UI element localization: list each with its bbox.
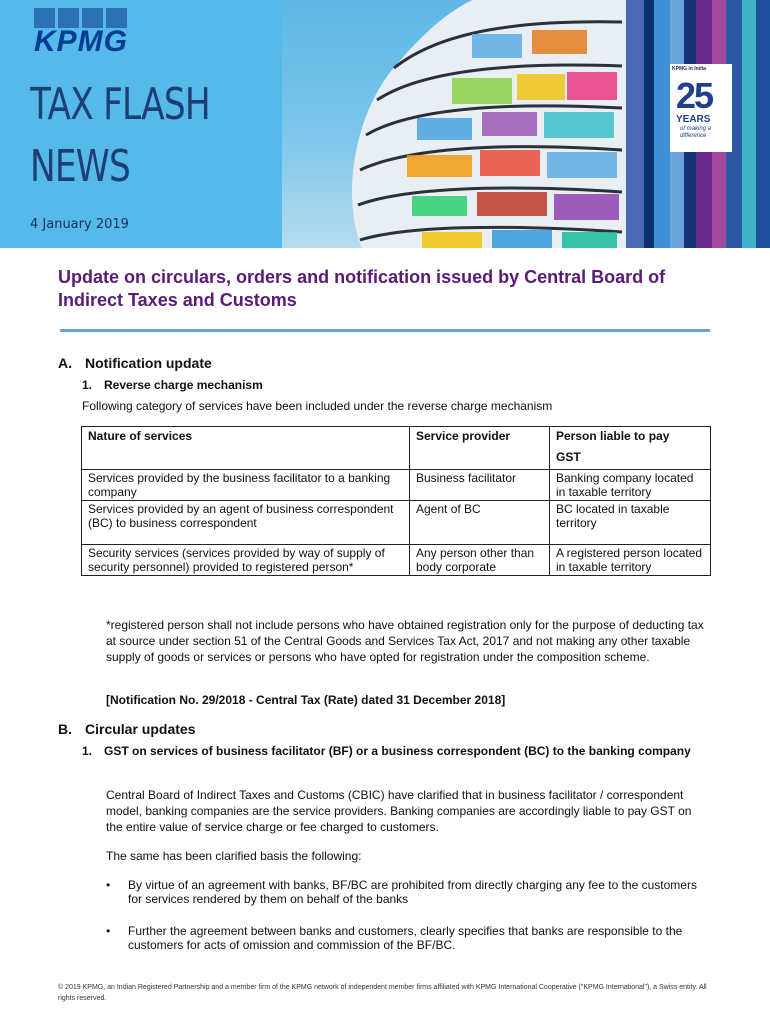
bullet-list — [106, 878, 711, 970]
section-b-subheading — [82, 744, 702, 759]
list-item — [106, 878, 711, 906]
list-item — [106, 924, 711, 952]
table-header-liable-line1: Person liable to pay — [556, 429, 670, 443]
article-title: Update on circulars, orders and notification issued by Central Board of Indirect Taxes and Customs — [58, 267, 666, 310]
table-row — [82, 545, 711, 576]
badge-number: 25 — [676, 75, 713, 116]
logo-text: KPMG — [34, 25, 128, 58]
publication-title-line1: TAX FLASH — [30, 79, 210, 130]
badge-subtitle — [680, 126, 711, 140]
bullet-icon: • — [106, 878, 111, 892]
section-a-sub-label: Reverse charge mechanism — [104, 378, 263, 392]
list-item-text: Further the agreement between banks and customers, clearly specifies that banks are responsible to the customers for acts of omission and commission of the BF/BC. — [128, 924, 683, 952]
table-cell: A registered person located in taxable territory — [550, 545, 711, 576]
reverse-charge-table — [81, 426, 711, 576]
table-cell: Agent of BC — [410, 501, 550, 545]
table-cell: Services provided by an agent of business correspondent (BC) to business correspondent — [82, 501, 410, 545]
table-header-nature: Nature of services — [82, 427, 410, 470]
section-a-sub-number: 1. — [82, 378, 93, 392]
issue-date: 4 January 2019 — [30, 217, 129, 232]
bullet-icon: • — [106, 924, 111, 938]
section-a-intro: Following category of services have been included under the reverse charge mechanism — [82, 399, 553, 413]
section-b-paragraph-2: The same has been clarified basis the following: — [106, 849, 362, 863]
table-cell: Any person other than body corporate — [410, 545, 550, 576]
footnote: *registered person shall not include persons who have obtained registration only for the purpose of deducting tax at source under section 51 of the Central Goods and Services Tax Act, 2017 and not making any other taxable supply of goods or services or persons who have opted for registration under the composition scheme. — [106, 618, 704, 664]
section-a-heading — [58, 355, 212, 371]
building-illustration — [322, 0, 666, 248]
title-divider — [60, 329, 710, 332]
table-row — [82, 470, 711, 501]
section-a-label: Notification update — [85, 355, 212, 371]
section-b-paragraph-1: Central Board of Indirect Taxes and Customs (CBIC) have clarified that in business facilitator / correspondent model, banking companies are the service providers. Banking companies are accordingly liable to pay GST on the entire value of service charge or fee charged to customers. — [106, 788, 692, 834]
table-cell: Banking company located in taxable territory — [550, 470, 711, 501]
table-header-row — [82, 427, 711, 470]
publication-title-line2: NEWS — [30, 141, 130, 192]
list-item-text: By virtue of an agreement with banks, BF/BC are prohibited from directly charging any fee to the customers for services rendered by them on behalf of the banks — [128, 878, 697, 906]
section-b-sub-label: GST on services of business facilitator (BF) or a business correspondent (BC) to the banking company — [104, 744, 691, 758]
badge-subtitle-line2: difference — [680, 133, 707, 139]
table-cell: Security services (services provided by way of supply of security personnel) provided to registered person* — [82, 545, 410, 576]
notification-reference: [Notification No. 29/2018 - Central Tax (Rate) dated 31 December 2018] — [106, 693, 506, 707]
publication-title — [30, 74, 210, 198]
section-a-subheading — [82, 378, 263, 392]
section-b-label: Circular updates — [85, 721, 196, 737]
badge-years: YEARS — [676, 114, 711, 125]
section-b-number: B. — [58, 721, 72, 737]
table-cell: Services provided by the business facilitator to a banking company — [82, 470, 410, 501]
section-b-heading — [58, 721, 195, 737]
kpmg-logo — [34, 8, 144, 58]
table-header-liable-line2: GST — [556, 450, 581, 464]
copyright-footer: © 2019 KPMG, an Indian Registered Partnership and a member firm of the KPMG network of independent member firms affiliated with KPMG International Cooperative ("KPMG International"), a Swiss entity. All rights reserved. — [58, 984, 707, 1002]
badge-top-text: KPMG in India — [672, 66, 706, 72]
table-cell: BC located in taxable territory — [550, 501, 711, 545]
badge-subtitle-line1: of making a — [680, 126, 712, 132]
table-header-liable — [550, 427, 711, 470]
section-a-number: A. — [58, 355, 72, 371]
header-banner — [0, 0, 770, 248]
table-header-provider: Service provider — [410, 427, 550, 470]
table-row — [82, 501, 711, 545]
section-b-sub-number: 1. — [82, 744, 93, 758]
table-cell: Business facilitator — [410, 470, 550, 501]
